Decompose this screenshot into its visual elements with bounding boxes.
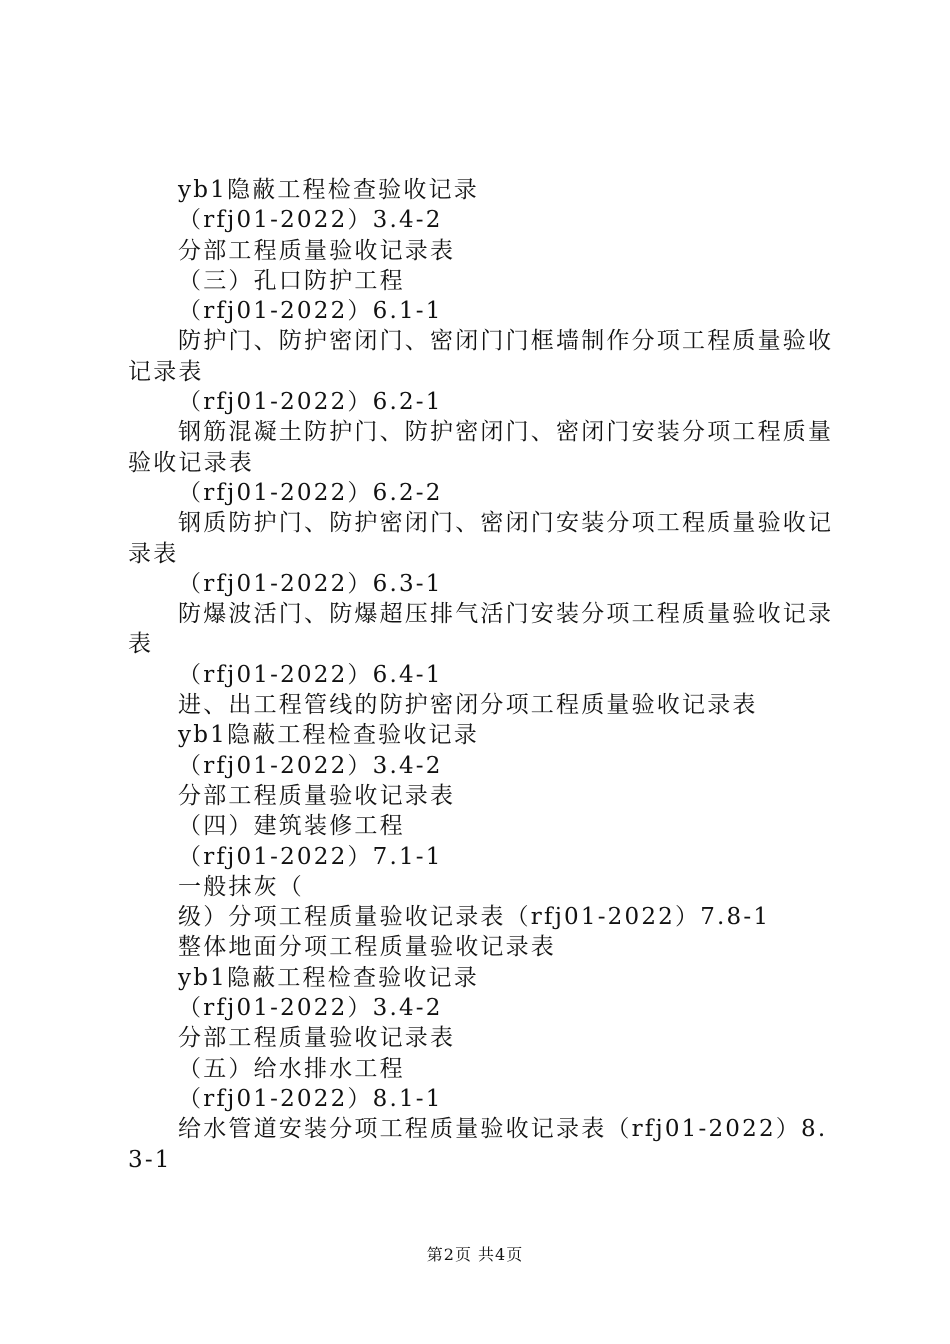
section-heading: （五）给水排水工程 [178,1055,405,1082]
paragraph: 分部工程质量验收记录表 [178,237,456,264]
paragraph: 一般抹灰（ [178,873,304,900]
paragraph: （rfj01-2022）3.4-2 [178,207,443,234]
paragraph: （rfj01-2022）6.2-1 [178,389,443,416]
section-heading: （三）孔口防护工程 [178,267,405,294]
paragraph: 进、出工程管线的防护密闭分项工程质量验收记录表 [178,692,758,719]
paragraph: 级）分项工程质量验收记录表（rfj01-2022）7.8-1 [178,904,771,931]
paragraph: （rfj01-2022）8.1-1 [178,1085,443,1112]
paragraph: （rfj01-2022）6.4-1 [178,661,443,688]
paragraph: yb1隐蔽工程检查验收记录 [178,964,479,991]
paragraph: （rfj01-2022）7.1-1 [178,843,443,870]
paragraph: （rfj01-2022）6.2-2 [178,479,443,506]
paragraph: 防护门、防护密闭门、密闭门门框墙制作分项工程质量验收记录表 [128,328,834,385]
page-number-footer: 第2页 共4页 [426,1245,524,1264]
paragraph: （rfj01-2022）3.4-2 [178,995,443,1022]
paragraph: yb1隐蔽工程检查验收记录 [178,722,479,749]
paragraph: 给水管道安装分项工程质量验收记录表（rfj01-2022）8.3-1 [128,1116,828,1173]
paragraph: 钢质防护门、防护密闭门、密闭门安装分项工程质量验收记录表 [128,510,834,567]
paragraph: 防爆波活门、防爆超压排气活门安装分项工程质量验收记录表 [128,601,834,658]
paragraph: （rfj01-2022）6.1-1 [178,298,443,325]
paragraph: （rfj01-2022）3.4-2 [178,752,443,779]
paragraph: yb1隐蔽工程检查验收记录 [178,177,479,203]
section-heading: （四）建筑装修工程 [178,813,405,840]
paragraph: 钢筋混凝土防护门、防护密闭门、密闭门安装分项工程质量验收记录表 [128,419,834,476]
paragraph: 整体地面分项工程质量验收记录表 [178,934,556,961]
paragraph: （rfj01-2022）6.3-1 [178,570,443,597]
paragraph: 分部工程质量验收记录表 [178,1025,456,1052]
document-body [128,175,838,1175]
paragraph: 分部工程质量验收记录表 [178,782,456,809]
